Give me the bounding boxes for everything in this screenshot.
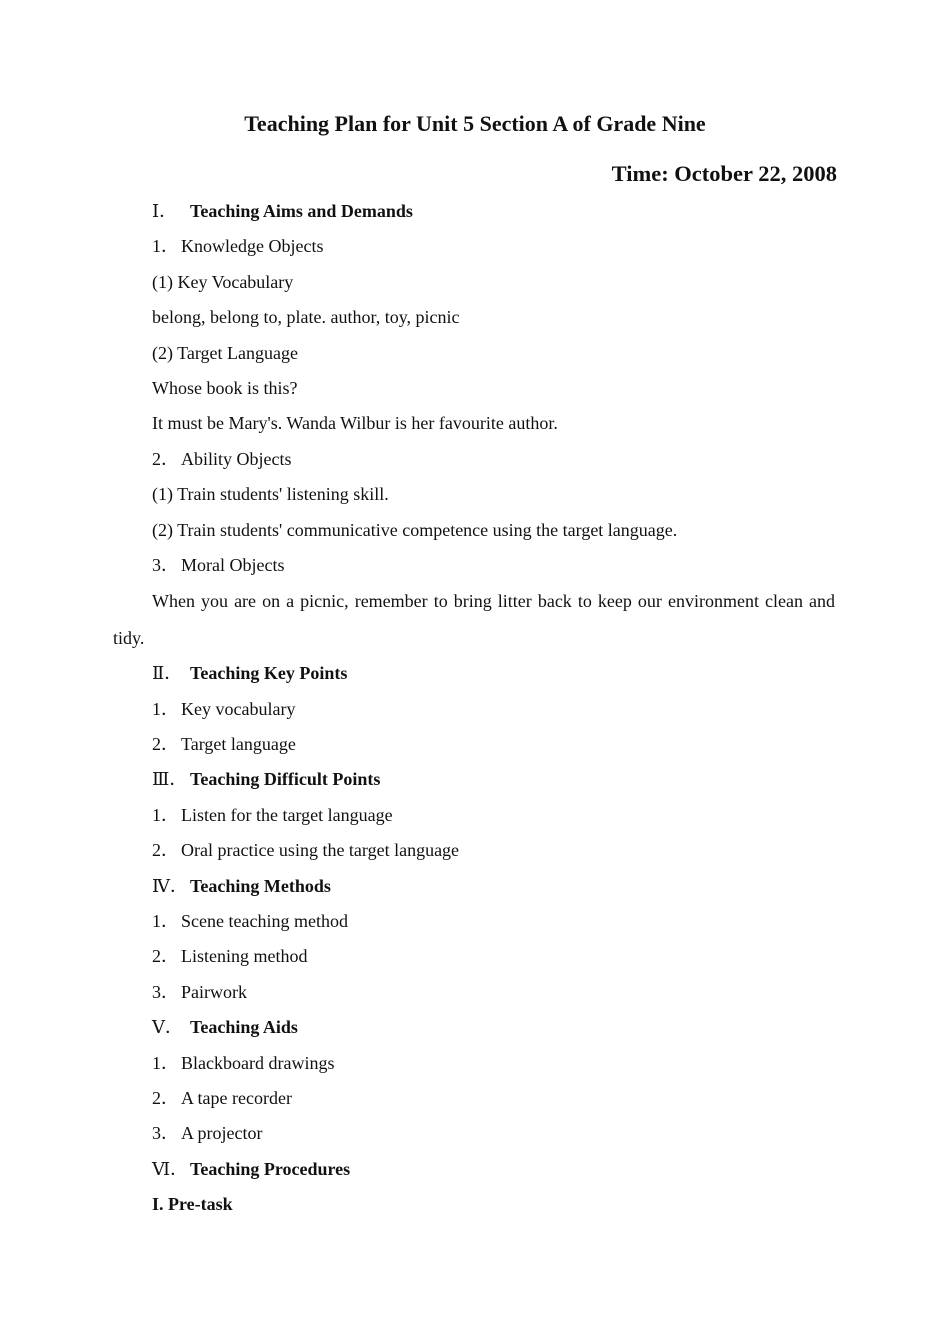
section-numeral: Ⅱ． (152, 663, 183, 684)
section-heading-text: Teaching Aims and Demands (190, 201, 413, 221)
list-item (0, 798, 950, 833)
item-number: 3． (152, 981, 179, 1002)
list-item (0, 1116, 950, 1151)
item-text: Oral practice using the target language (181, 840, 460, 861)
list-item (0, 833, 950, 868)
item-text: Knowledge Objects (181, 236, 324, 257)
section-numeral: Ⅵ． (152, 1158, 189, 1179)
section-heading-text: Teaching Key Points (190, 663, 348, 684)
section-numeral: Ⅰ． (152, 201, 178, 221)
section-heading-aids (0, 1010, 950, 1045)
document-body (0, 194, 950, 1223)
item-text: Listening method (181, 946, 308, 967)
item-text: Moral Objects (181, 554, 285, 575)
sub-item-text: (2) Train students' communicative competence using the target language. (152, 519, 678, 540)
list-item (0, 692, 950, 727)
list-item (0, 442, 950, 477)
section-heading-text: Teaching Aids (190, 1017, 298, 1038)
example-sentence: It must be Mary's. Wanda Wilbur is her favourite author. (152, 413, 558, 434)
list-item (0, 975, 950, 1010)
item-number: 2． (152, 946, 179, 967)
sub-item-label: (1) Key Vocabulary (152, 271, 294, 292)
item-number: 2． (152, 734, 179, 755)
sub-item-text: (1) Train students' listening skill. (152, 484, 389, 505)
list-item (0, 548, 950, 583)
item-number: 2． (152, 448, 179, 469)
item-text: A tape recorder (181, 1087, 292, 1108)
section-numeral: Ⅲ． (152, 769, 188, 790)
list-item (0, 727, 950, 762)
item-number: 1． (152, 1052, 179, 1073)
list-item (0, 939, 950, 974)
document-title: Teaching Plan for Unit 5 Section A of Grade Nine (244, 111, 706, 136)
item-number: 2． (152, 840, 179, 861)
section-heading-key-points (0, 656, 950, 691)
list-item (0, 229, 950, 264)
item-text: Key vocabulary (181, 698, 296, 719)
item-text: Ability Objects (181, 448, 292, 469)
list-item (0, 1081, 950, 1116)
item-number: 1． (152, 911, 179, 932)
item-number: 1． (152, 698, 179, 719)
example-sentence: Whose book is this? (152, 377, 298, 398)
moral-paragraph: When you are on a picnic, remember to bring litter back to keep our environment clean and tidy. (113, 591, 835, 648)
item-text: Listen for the target language (181, 804, 393, 825)
item-number: 1． (152, 236, 179, 257)
list-item (0, 904, 950, 939)
section-heading-text: Teaching Procedures (190, 1158, 351, 1179)
item-text: Scene teaching method (181, 911, 348, 932)
subheading-pre-task: I. Pre-task (152, 1194, 233, 1215)
item-number: 3． (152, 1123, 179, 1144)
item-number: 2． (152, 1087, 179, 1108)
section-heading-text: Teaching Difficult Points (190, 769, 381, 790)
item-text: Blackboard drawings (181, 1052, 335, 1073)
section-heading-procedures (0, 1152, 950, 1187)
item-text: A projector (181, 1123, 263, 1144)
section-heading-text: Teaching Methods (190, 875, 331, 896)
section-heading-methods (0, 869, 950, 904)
item-number: 1． (152, 804, 179, 825)
section-numeral: Ⅳ． (152, 875, 188, 896)
section-numeral: Ⅴ． (152, 1017, 183, 1038)
document-date: Time: October 22, 2008 (611, 161, 837, 186)
list-item (0, 1046, 950, 1081)
item-text: Target language (181, 734, 296, 755)
section-heading-aims (0, 194, 950, 229)
item-text: Pairwork (181, 981, 247, 1002)
section-heading-difficult-points (0, 762, 950, 797)
vocabulary-list: belong, belong to, plate. author, toy, picnic (152, 307, 460, 328)
sub-item-label: (2) Target Language (152, 342, 299, 363)
item-number: 3． (152, 554, 179, 575)
